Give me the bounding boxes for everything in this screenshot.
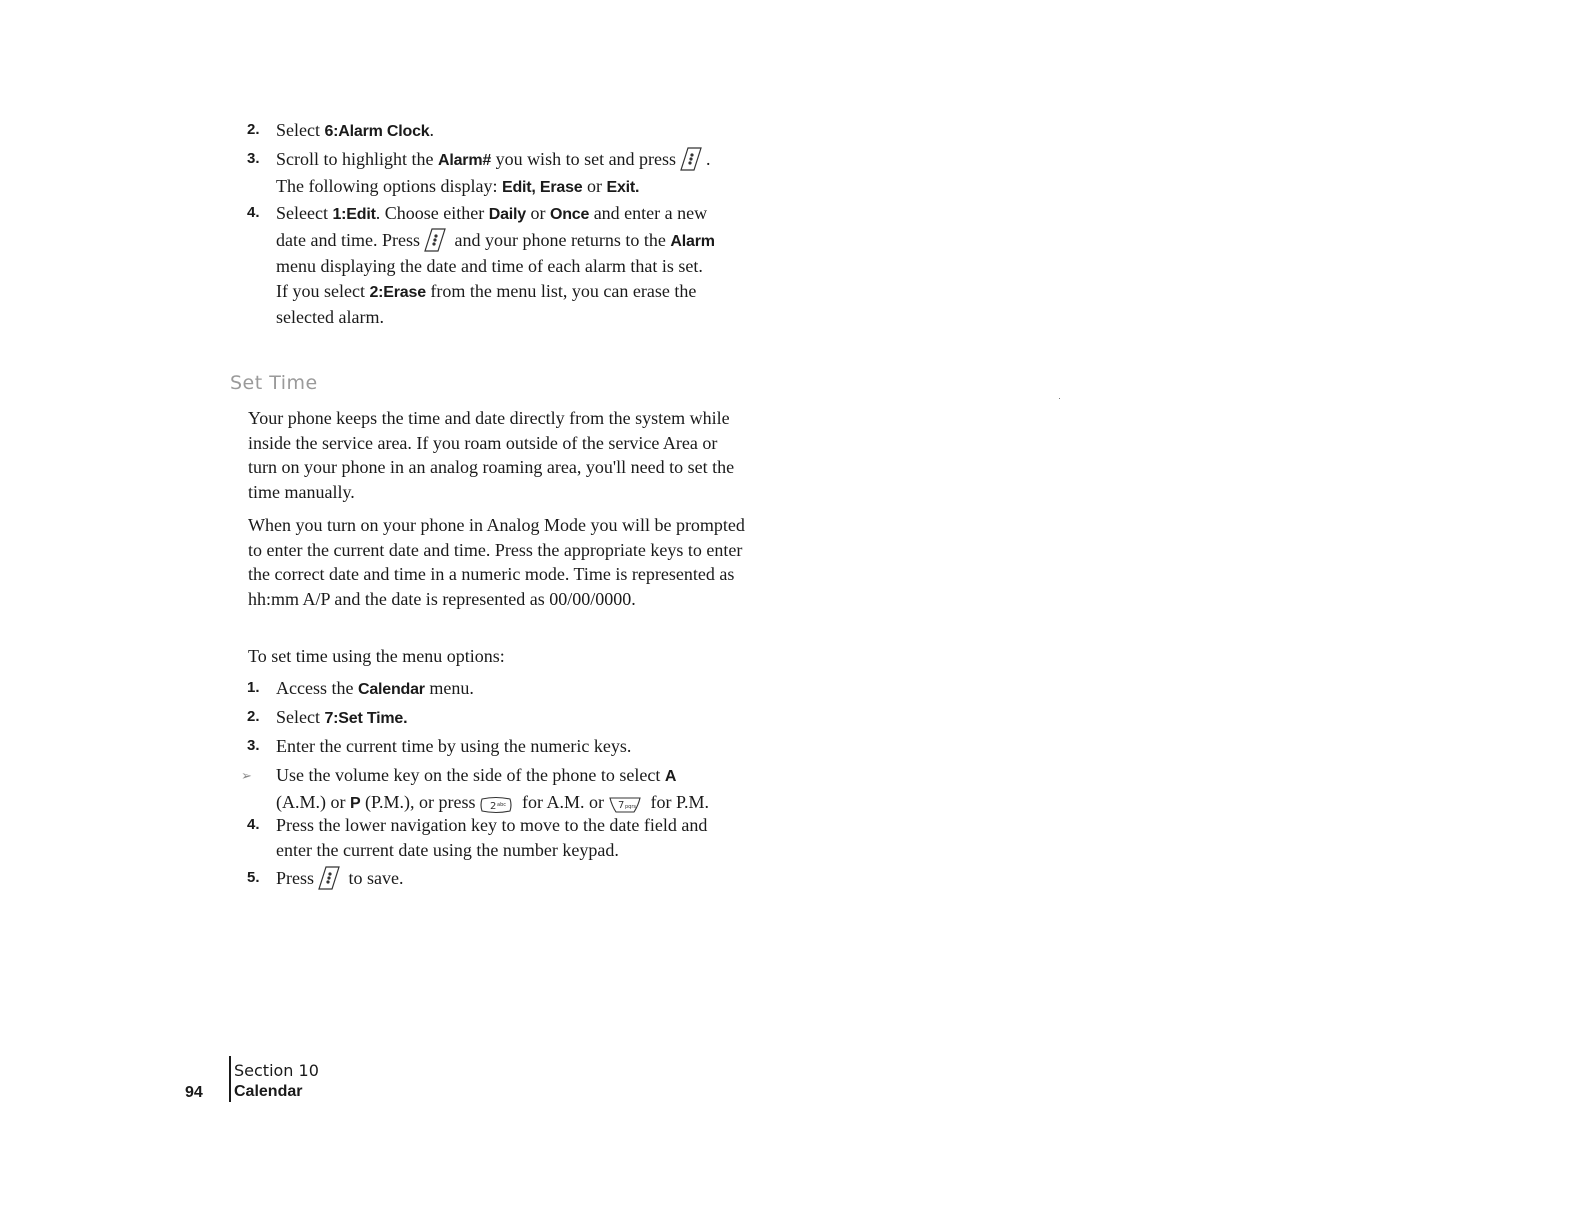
svg-text:7: 7 bbox=[617, 799, 625, 811]
step-text: and your phone returns to the bbox=[449, 229, 671, 250]
step-scroll-alarm bbox=[247, 147, 737, 200]
step-text: If you select bbox=[276, 280, 370, 301]
step-text: . bbox=[429, 120, 434, 140]
step-text: from the menu list, you can erase the selected alarm. bbox=[276, 280, 697, 327]
step-text: you wish to set and press bbox=[491, 149, 677, 169]
menu-option: Alarm bbox=[670, 232, 715, 250]
section-heading: Set Time bbox=[230, 372, 318, 394]
step-number: 1. bbox=[247, 679, 260, 696]
step-text: for P.M. bbox=[645, 791, 709, 812]
step-edit-alarm bbox=[247, 201, 737, 330]
step-number: 2. bbox=[247, 708, 260, 725]
step-number: 4. bbox=[247, 204, 260, 221]
svg-text:abc: abc bbox=[497, 801, 507, 808]
step-text: Press bbox=[276, 868, 315, 888]
body-paragraph: Your phone keeps the time and date directly from the system while inside the service area. If you roam outside of the service Area or turn on your phone in an analog roaming area, you'll need to set the time manually. bbox=[248, 408, 735, 502]
menu-option: Calendar bbox=[357, 681, 425, 698]
step-text: The following options display: bbox=[276, 175, 502, 196]
step-number: 3. bbox=[247, 737, 260, 754]
menu-option: Exit. bbox=[606, 178, 640, 196]
step-text: . bbox=[706, 149, 711, 169]
menu-option: P bbox=[350, 794, 361, 812]
step-number: 4. bbox=[247, 816, 260, 833]
step-access-calendar bbox=[247, 676, 737, 703]
menu-option: Edit, Erase bbox=[501, 178, 583, 196]
ok-key-icon bbox=[424, 228, 446, 252]
step-text: or bbox=[525, 203, 550, 223]
step-text: Seleect bbox=[276, 203, 333, 223]
menu-option: 2:Erase bbox=[369, 283, 426, 301]
body-paragraph: To set time using the menu options: bbox=[248, 646, 505, 666]
page-number: 94 bbox=[185, 1084, 203, 1101]
step-text: or bbox=[582, 175, 607, 196]
step-text: Select bbox=[276, 120, 325, 140]
step-text: and enter a new date and time. Press bbox=[276, 203, 708, 250]
menu-option: Daily bbox=[488, 206, 526, 223]
step-number: 3. bbox=[247, 150, 260, 167]
key-2-icon bbox=[479, 796, 513, 814]
svg-text:2: 2 bbox=[490, 800, 497, 812]
step-text: (A.M.) or bbox=[276, 791, 350, 812]
step-text: Select bbox=[276, 707, 325, 727]
step-text: menu. bbox=[424, 678, 474, 698]
menu-option: 7:Set Time. bbox=[324, 710, 408, 727]
step-text: Access the bbox=[276, 678, 358, 698]
menu-option: A bbox=[664, 768, 677, 785]
footer-section-label: Section 10 bbox=[234, 1061, 319, 1080]
step-text: (P.M.), or press bbox=[360, 791, 476, 812]
step-text: menu displaying the date and time of each alarm that is set. bbox=[276, 256, 703, 276]
step-text: to save. bbox=[344, 868, 404, 888]
step-number: 2. bbox=[247, 121, 260, 138]
step-text: Use the volume key on the side of the phone to select bbox=[276, 765, 665, 785]
step-text: Enter the current time by using the numeric keys. bbox=[276, 736, 632, 756]
menu-option: 6:Alarm Clock bbox=[324, 123, 430, 140]
menu-option: 1:Edit bbox=[332, 206, 376, 223]
menu-option: Once bbox=[549, 206, 590, 223]
step-text: Press the lower navigation key to move to the date field and enter the current date using the number keypad. bbox=[276, 815, 708, 860]
key-7-icon bbox=[608, 796, 642, 814]
step-select-set-time bbox=[247, 705, 737, 732]
step-enter-time bbox=[247, 734, 737, 759]
footer-divider bbox=[229, 1056, 231, 1102]
tip-arrow-icon: ➢ bbox=[241, 769, 252, 784]
step-select-alarm-clock bbox=[247, 118, 737, 145]
step-text: . Choose either bbox=[375, 203, 489, 223]
step-save bbox=[247, 866, 737, 891]
body-paragraph: When you turn on your phone in Analog Mode you will be prompted to enter the current date and time. Press the appropriate keys to enter the correct date and time in a numeric mode. Time is represented as hh:mm A/P and the date is represented as 00/00/0000. bbox=[248, 515, 745, 609]
step-number: 5. bbox=[247, 869, 260, 886]
tip-am-pm bbox=[241, 763, 737, 816]
menu-option: Alarm# bbox=[438, 152, 492, 169]
step-enter-date bbox=[247, 813, 737, 862]
ok-key-icon bbox=[680, 147, 702, 171]
footer-chapter-title: Calendar bbox=[234, 1083, 303, 1100]
ok-key-icon bbox=[318, 866, 340, 890]
svg-text:pqrs: pqrs bbox=[624, 803, 636, 810]
step-text: Scroll to highlight the bbox=[276, 149, 438, 169]
scan-speck bbox=[1059, 398, 1060, 399]
step-text: for A.M. or bbox=[517, 791, 604, 812]
